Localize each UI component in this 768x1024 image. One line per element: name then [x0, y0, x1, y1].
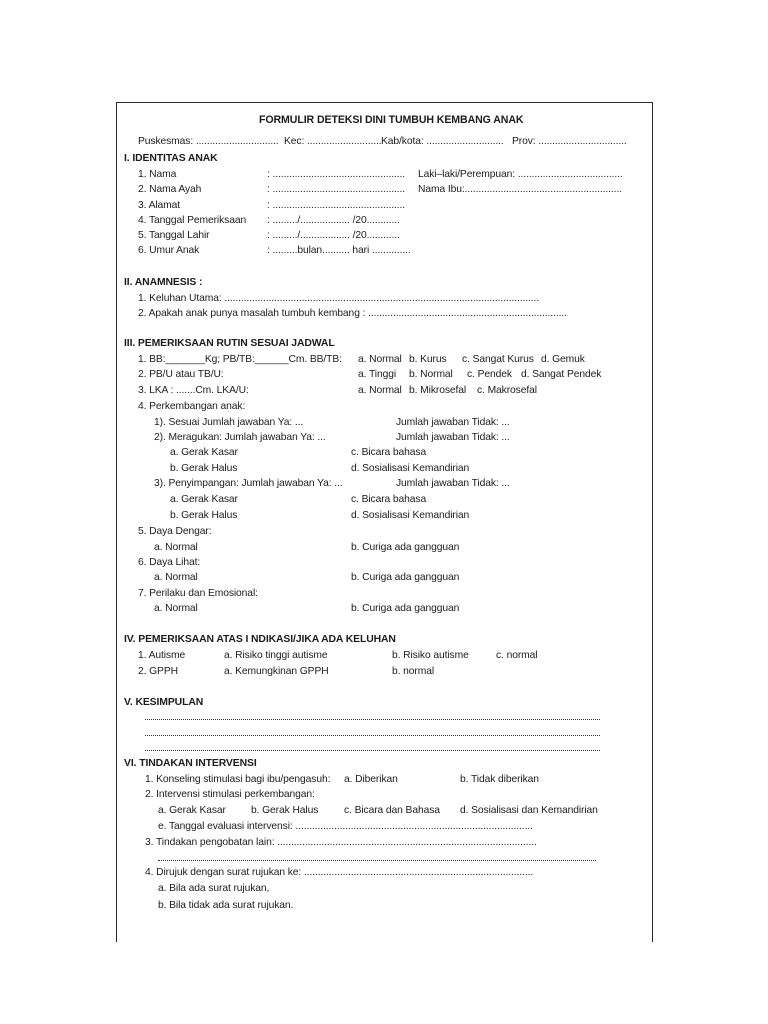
label-konseling-stimulasi: 1. Konseling stimulasi bagi ibu/pengasuh:: [145, 774, 331, 785]
option-autisme-risiko-tinggi[interactable]: a. Risiko tinggi autisme: [224, 650, 328, 661]
option-meragukan-bicara-bahasa[interactable]: c. Bicara bahasa: [351, 447, 427, 458]
option-gpph-normal[interactable]: b. normal: [392, 666, 435, 677]
option-rujukan-ada[interactable]: a. Bila ada surat rujukan,: [158, 883, 270, 894]
option-perilaku-curiga[interactable]: b. Curiga ada gangguan: [351, 603, 460, 614]
field-sesuai-tidak[interactable]: Jumlah jawaban Tidak: ...: [396, 417, 510, 428]
option-pbu-sangat-pendek[interactable]: d. Sangat Pendek: [521, 369, 602, 380]
option-intervensi-sosialisasi[interactable]: d. Sosialisasi dan Kemandirian: [460, 805, 598, 816]
field-dirujuk[interactable]: 4. Dirujuk dengan surat rujukan ke: ...................................................................................: [145, 867, 534, 878]
kesimpulan-line-2[interactable]: [145, 735, 600, 736]
label-intervensi-stimulasi: 2. Intervensi stimulasi perkembangan:: [145, 789, 315, 800]
field-penyimpangan-tidak[interactable]: Jumlah jawaban Tidak: ...: [396, 478, 510, 489]
field-nama[interactable]: : ................................................: [267, 169, 406, 180]
field-nama-ayah[interactable]: : ................................................: [267, 184, 406, 195]
field-tanggal-pemeriksaan[interactable]: : ........./.................. /20............: [267, 215, 400, 226]
label-tanggal-pemeriksaan: 4. Tanggal Pemeriksaan: [138, 215, 247, 226]
prov-field[interactable]: Prov: ................................: [512, 136, 627, 147]
label-umur-anak: 6. Umur Anak: [138, 245, 200, 256]
option-lihat-curiga[interactable]: b. Curiga ada gangguan: [351, 572, 460, 583]
option-dengar-curiga[interactable]: b. Curiga ada gangguan: [351, 542, 460, 553]
label-pbu-tbu: 2. PB/U atau TB/U:: [138, 369, 224, 380]
label-perkembangan-anak: 4. Perkembangan anak:: [138, 401, 246, 412]
section-identitas-title: I. IDENTITAS ANAK: [124, 153, 218, 164]
field-sesuai-ya[interactable]: 1). Sesuai Jumlah jawaban Ya: ...: [154, 417, 304, 428]
puskesmas-field[interactable]: Puskesmas: ..............................: [138, 136, 279, 147]
option-penyimpangan-sosialisasi[interactable]: d. Sosialisasi Kemandirian: [351, 510, 470, 521]
option-pbu-tinggi[interactable]: a. Tinggi: [358, 369, 397, 380]
option-konseling-diberikan[interactable]: a. Diberikan: [344, 774, 398, 785]
kec-field[interactable]: Kec: ...........................: [284, 136, 382, 147]
field-bb-pb[interactable]: 1. BB:_______Kg; PB/TB:______Cm. BB/TB:: [138, 354, 342, 365]
option-meragukan-sosialisasi[interactable]: d. Sosialisasi Kemandirian: [351, 463, 470, 474]
field-tanggal-lahir[interactable]: : ........./.................. /20............: [267, 230, 400, 241]
label-perilaku-emosional: 7. Perilaku dan Emosional:: [138, 588, 258, 599]
option-bb-sangat-kurus[interactable]: c. Sangat Kurus: [462, 354, 534, 365]
field-nama-ibu[interactable]: Nama Ibu:.........................................................: [418, 184, 622, 195]
option-bb-gemuk[interactable]: d. Gemuk: [541, 354, 585, 365]
label-daya-dengar: 5. Daya Dengar:: [138, 526, 212, 537]
option-bb-kurus[interactable]: b. Kurus: [409, 354, 447, 365]
option-bb-normal[interactable]: a. Normal: [358, 354, 402, 365]
pengobatan-line-2[interactable]: [158, 860, 596, 861]
option-penyimpangan-gerak-kasar[interactable]: a. Gerak Kasar: [170, 494, 238, 505]
kesimpulan-line-1[interactable]: [145, 719, 600, 720]
label-nama-ayah: 2. Nama Ayah: [138, 184, 202, 195]
form-title: FORMULIR DETEKSI DINI TUMBUH KEMBANG ANAK: [259, 114, 524, 126]
field-umur-anak[interactable]: : .........bulan.......... hari ..............: [267, 245, 411, 256]
option-konseling-tidak-diberikan[interactable]: b. Tidak diberikan: [460, 774, 539, 785]
option-rujukan-tidak-ada[interactable]: b. Bila tidak ada surat rujukan.: [158, 900, 294, 911]
label-autisme: 1. Autisme: [138, 650, 186, 661]
label-tanggal-lahir: 5. Tanggal Lahir: [138, 230, 210, 241]
option-dengar-normal[interactable]: a. Normal: [154, 542, 198, 553]
option-lihat-normal[interactable]: a. Normal: [154, 572, 198, 583]
label-alamat: 3. Alamat: [138, 200, 181, 211]
option-meragukan-gerak-kasar[interactable]: a. Gerak Kasar: [170, 447, 238, 458]
option-autisme-normal[interactable]: c. normal: [496, 650, 538, 661]
label-nama: 1. Nama: [138, 169, 177, 180]
option-perilaku-normal[interactable]: a. Normal: [154, 603, 198, 614]
field-masalah-tumbuh-kembang[interactable]: 2. Apakah anak punya masalah tumbuh kembang : ........................................................................: [138, 308, 567, 319]
field-jenis-kelamin[interactable]: Laki–laki/Perempuan: ......................................: [418, 169, 623, 180]
option-lka-mikrosefal[interactable]: b. Mikrosefal: [409, 385, 467, 396]
option-meragukan-gerak-halus[interactable]: b. Gerak Halus: [170, 463, 238, 474]
kab-field[interactable]: Kab/kota: ............................: [381, 136, 504, 147]
field-keluhan-utama[interactable]: 1. Keluhan Utama: ..................................................................................................................: [138, 293, 540, 304]
field-tanggal-evaluasi[interactable]: e. Tanggal evaluasi intervensi: ......................................................................................: [158, 821, 533, 832]
option-intervensi-gerak-kasar[interactable]: a. Gerak Kasar: [158, 805, 226, 816]
section-pemeriksaan-indikasi-title: IV. PEMERIKSAAN ATAS I NDIKASI/JIKA ADA KELUHAN: [124, 634, 396, 645]
option-lka-normal[interactable]: a. Normal: [358, 385, 402, 396]
label-gpph: 2. GPPH: [138, 666, 178, 677]
option-pbu-pendek[interactable]: c. Pendek: [467, 369, 512, 380]
section-tindakan-intervensi-title: VI. TINDAKAN INTERVENSI: [124, 758, 257, 769]
kesimpulan-line-3[interactable]: [145, 750, 600, 751]
option-lka-makrosefal[interactable]: c. Makrosefal: [477, 385, 537, 396]
field-lka[interactable]: 3. LKA : .......Cm. LKA/U:: [138, 385, 249, 396]
option-pbu-normal[interactable]: b. Normal: [409, 369, 453, 380]
option-penyimpangan-bicara-bahasa[interactable]: c. Bicara bahasa: [351, 494, 427, 505]
field-alamat[interactable]: : ................................................: [267, 200, 406, 211]
label-daya-lihat: 6. Daya Lihat:: [138, 557, 201, 568]
section-anamnesis-title: II. ANAMNESIS :: [124, 277, 203, 288]
option-intervensi-gerak-halus[interactable]: b. Gerak Halus: [251, 805, 319, 816]
field-tindakan-pengobatan[interactable]: 3. Tindakan pengobatan lain: ..............................................................................................: [145, 837, 537, 848]
option-autisme-risiko[interactable]: b. Risiko autisme: [392, 650, 469, 661]
field-meragukan-ya[interactable]: 2). Meragukan: Jumlah jawaban Ya: ...: [154, 432, 326, 443]
field-penyimpangan-ya[interactable]: 3). Penyimpangan: Jumlah jawaban Ya: ...: [154, 478, 343, 489]
section-pemeriksaan-rutin-title: III. PEMERIKSAAN RUTIN SESUAI JADWAL: [124, 338, 335, 349]
section-kesimpulan-title: V. KESIMPULAN: [124, 697, 204, 708]
option-gpph-kemungkinan[interactable]: a. Kemungkinan GPPH: [224, 666, 329, 677]
field-meragukan-tidak[interactable]: Jumlah jawaban Tidak: ...: [396, 432, 510, 443]
option-intervensi-bicara-bahasa[interactable]: c. Bicara dan Bahasa: [344, 805, 440, 816]
option-penyimpangan-gerak-halus[interactable]: b. Gerak Halus: [170, 510, 238, 521]
